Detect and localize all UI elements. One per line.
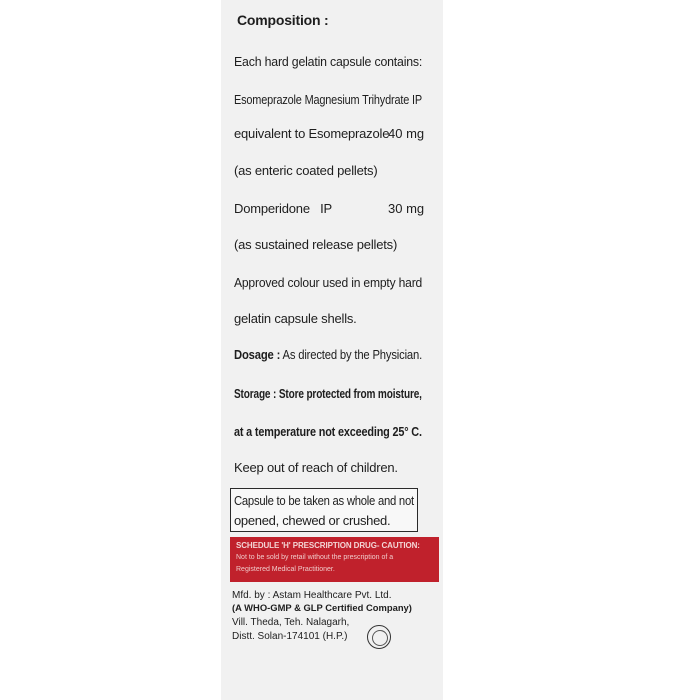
domperidone-dose: 30 mg xyxy=(388,201,425,216)
schedule-h-warning-box xyxy=(230,537,439,582)
manufacturer-line-3: Vill. Theda, Teh. Nalagarh, xyxy=(232,617,350,628)
composition-line: Approved colour used in empty hard xyxy=(234,275,423,290)
capsule-instruction-line-1: Capsule to be taken as whole and not xyxy=(234,493,414,508)
esomeprazole-dose: 40 mg xyxy=(388,126,425,141)
certification-seal-icon xyxy=(367,625,391,649)
storage-line-2: at a temperature not exceeding 25° C. xyxy=(234,424,422,439)
schedule-h-text-1: Not to be sold by retail without the prescription of a xyxy=(236,554,394,561)
composition-line: Each hard gelatin capsule contains: xyxy=(234,54,423,69)
schedule-h-text-2: Registered Medical Practitioner. xyxy=(236,566,335,573)
dosage-text: As directed by the Physician. xyxy=(280,347,423,362)
composition-line: Domperidone IP xyxy=(234,201,332,216)
storage-line-1: Storage : Store protected from moisture, xyxy=(234,386,422,401)
capsule-instruction-line-2: opened, chewed or crushed. xyxy=(234,513,391,528)
composition-heading: Composition : xyxy=(237,12,329,28)
keep-out-of-reach: Keep out of reach of children. xyxy=(234,460,398,475)
dosage-line xyxy=(234,347,422,363)
manufacturer-line-1: Mfd. by : Astam Healthcare Pvt. Ltd. xyxy=(232,590,392,601)
composition-line: (as sustained release pellets) xyxy=(234,237,398,252)
capsule-instruction-box xyxy=(230,488,418,532)
manufacturer-line-2: (A WHO-GMP & GLP Certified Company) xyxy=(232,603,412,614)
composition-line: Esomeprazole Magnesium Trihydrate IP xyxy=(234,92,422,107)
composition-line: (as enteric coated pellets) xyxy=(234,163,378,178)
composition-line: gelatin capsule shells. xyxy=(234,311,357,326)
manufacturer-line-4: Distt. Solan-174101 (H.P.) xyxy=(232,631,348,642)
dosage-label: Dosage : xyxy=(234,347,281,362)
schedule-h-heading: SCHEDULE 'H' PRESCRIPTION DRUG- CAUTION: xyxy=(236,541,420,550)
composition-line: equivalent to Esomeprazole xyxy=(234,126,390,141)
